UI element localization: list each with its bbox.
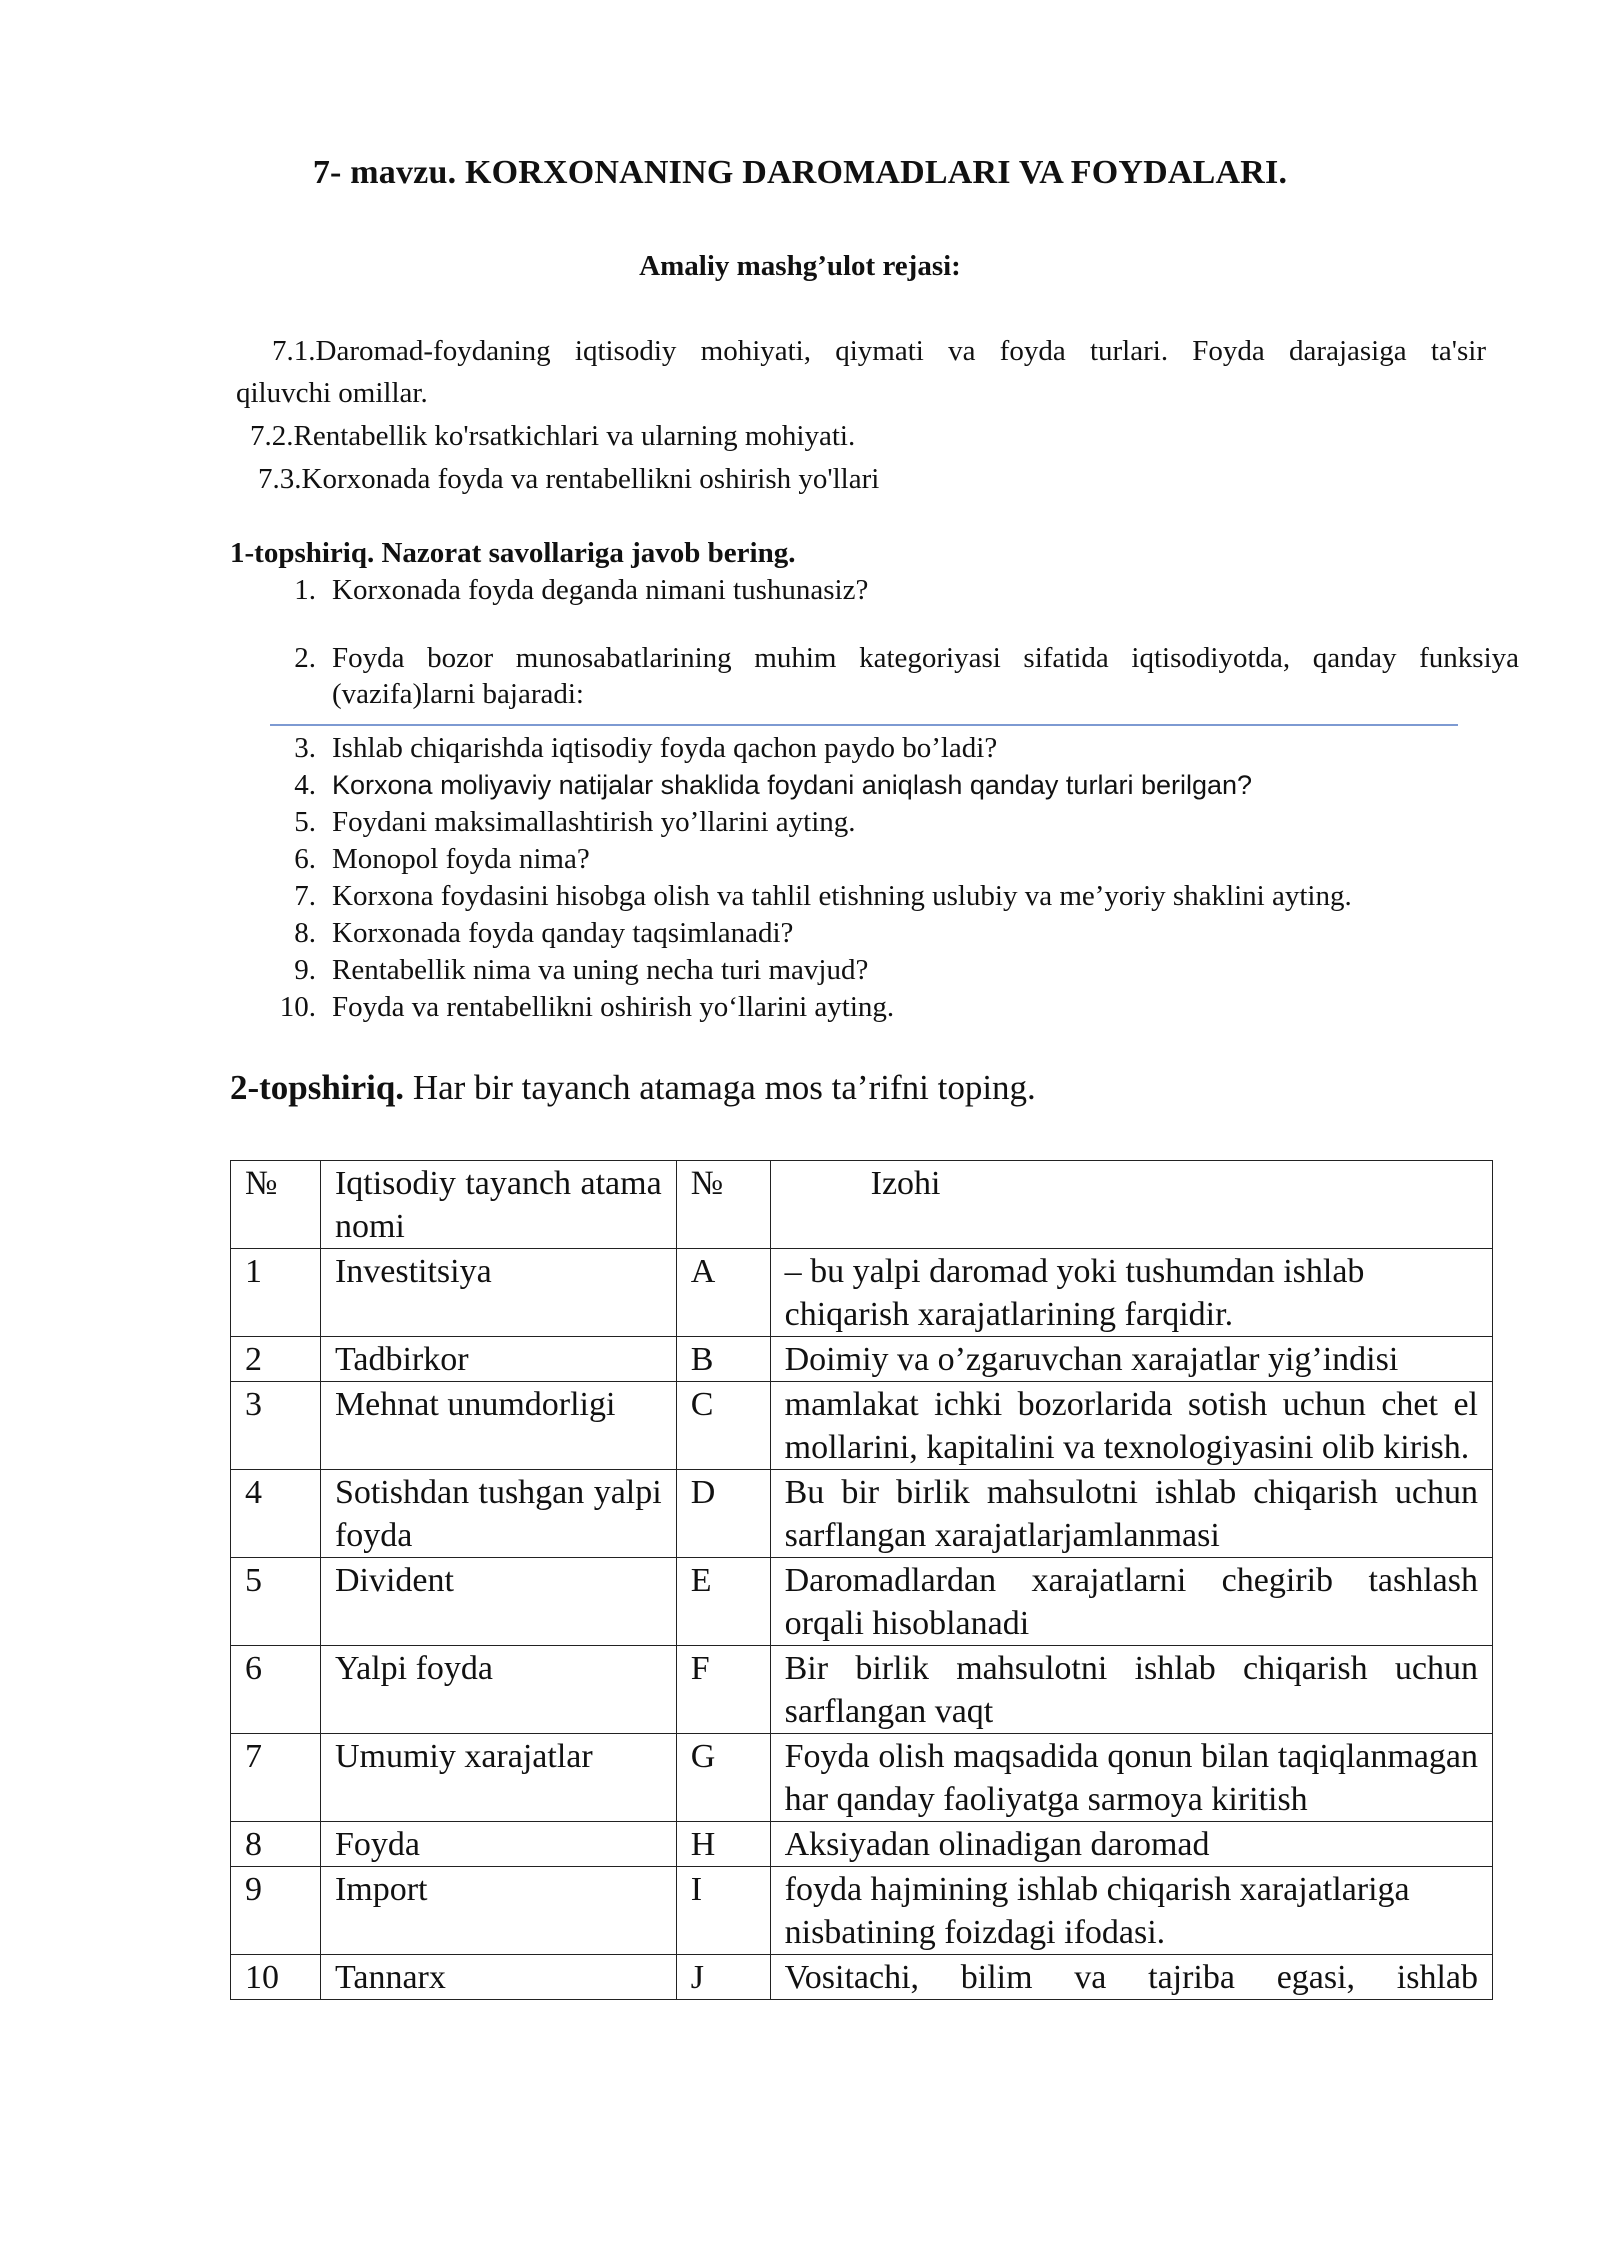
plan-item-2: 7.2.Rentabellik ko'rsatkichlari va ularning mohiyati. [250,420,856,452]
table-row [231,1337,1493,1382]
row-definition: Aksiyadan olinadigan daromad [770,1822,1492,1867]
table-row [231,1822,1493,1867]
question-3 [258,730,997,766]
row-term: Investitsiya [320,1249,676,1337]
row-letter: A [676,1249,770,1337]
table-row [231,1867,1493,1955]
row-number: 8 [231,1822,321,1867]
header-number: № [231,1161,321,1249]
row-number: 9 [231,1867,321,1955]
row-number: 1 [231,1249,321,1337]
task2-heading-bold: 2-topshiriq. [230,1068,405,1107]
question-text: Ishlab chiqarishda iqtisodiy foyda qachon paydo bo’ladi? [332,732,998,764]
header-definition: Izohi [770,1161,1492,1249]
row-definition: Doimiy va o’zgaruvchan xarajatlar yig’indisi [770,1337,1492,1382]
question-1 [258,572,868,608]
row-letter: G [676,1734,770,1822]
row-definition: Daromadlardan xarajatlarni chegirib tashlash orqali hisoblanadi [770,1558,1492,1646]
table-row [231,1382,1493,1470]
row-letter: F [676,1646,770,1734]
row-definition: mamlakat ichki bozorlarida sotish uchun chet el mollarini, kapitalini va texnologiyasini olib kirish. [770,1382,1492,1470]
table-row [231,1558,1493,1646]
question-number: 3. [294,732,316,764]
row-definition: Bir birlik mahsulotni ishlab chiqarish uchun sarflangan vaqt [770,1646,1492,1734]
row-letter: H [676,1822,770,1867]
row-letter: C [676,1382,770,1470]
question-10 [258,989,894,1025]
question-4 [258,767,1252,803]
row-term: Tadbirkor [320,1337,676,1382]
row-number: 10 [231,1955,321,2000]
header-term: Iqtisodiy tayanch atama nomi [320,1161,676,1249]
question-7 [258,878,1352,914]
question-number: 8. [294,917,316,949]
question-text: Korxona moliyaviy natijalar shaklida foydani aniqlash qanday turlari berilgan? [332,770,1253,800]
row-definition: Bu bir birlik mahsulotni ishlab chiqarish uchun sarflangan xarajatlarjamlanmasi [770,1470,1492,1558]
question-number: 5. [294,806,316,838]
row-term: Divident [320,1558,676,1646]
page-title: 7- mavzu. KORXONANING DAROMADLARI VA FOYDALARI. [312,154,1288,191]
row-letter: B [676,1337,770,1382]
table-row [231,1470,1493,1558]
row-number: 3 [231,1382,321,1470]
question-number: 4. [294,769,316,801]
plan-item-3: 7.3.Korxonada foyda va rentabellikni oshirish yo'llari [258,463,880,495]
separator-line [270,724,1458,726]
task2-heading [230,1068,1036,1108]
row-letter: E [676,1558,770,1646]
row-definition: Foyda olish maqsadida qonun bilan taqiqlanmagan har qanday faoliyatga sarmoya kiritish [770,1734,1492,1822]
row-term: Foyda [320,1822,676,1867]
question-6 [258,841,590,877]
question-number: 7. [294,880,316,912]
plan-item-1: 7.1.Daromad-foydaning iqtisodiy mohiyati, qiymati va foyda turlari. Foyda darajasiga ta'sir [272,335,1486,367]
terms-table [230,1160,1493,2000]
question-8 [258,915,793,951]
question-text: Korxonada foyda deganda nimani tushunasiz? [332,574,869,606]
row-letter: J [676,1955,770,2000]
row-letter: D [676,1470,770,1558]
row-letter: I [676,1867,770,1955]
row-number: 5 [231,1558,321,1646]
task1-heading: 1-topshiriq. Nazorat savollariga javob bering. [230,537,796,569]
table-row [231,1734,1493,1822]
question-text: Korxonada foyda qanday taqsimlanadi? [332,917,794,949]
question-9 [258,952,868,988]
question-number: 9. [294,954,316,986]
row-definition: – bu yalpi daromad yoki tushumdan ishlab chiqarish xarajatlarining farqidir. [770,1249,1492,1337]
question-2 [258,640,1519,712]
table-row [231,1646,1493,1734]
question-text: Rentabellik nima va uning necha turi mavjud? [332,954,869,986]
question-number: 2. [294,642,316,674]
question-text: Korxona foydasini hisobga olish va tahlil etishning uslubiy va me’yoriy shaklini ayting. [332,880,1352,912]
row-definition: Vositachi, bilim va tajriba egasi, ishlab [770,1955,1492,2000]
row-term: Yalpi foyda [320,1646,676,1734]
question-number: 10. [279,991,316,1023]
question-text: Foydani maksimallashtirish yo’llarini ayting. [332,806,856,838]
table-row [231,1955,1493,2000]
row-number: 2 [231,1337,321,1382]
plan-item-1-continued: qiluvchi omillar. [236,377,428,409]
row-term: Mehnat unumdorligi [320,1382,676,1470]
question-text: Foyda va rentabellikni oshirish yo‘llarini ayting. [332,991,895,1023]
header-letter: № [676,1161,770,1249]
row-definition: foyda hajmining ishlab chiqarish xarajatlariga nisbatining foizdagi ifodasi. [770,1867,1492,1955]
question-number: 6. [294,843,316,875]
row-term: Sotishdan tushgan yalpi foyda [320,1470,676,1558]
plan-subtitle: Amaliy mashg’ulot rejasi: [639,250,961,282]
question-text: Monopol foyda nima? [332,843,590,875]
table-header-row [231,1161,1493,1249]
table-row [231,1249,1493,1337]
row-number: 7 [231,1734,321,1822]
row-number: 6 [231,1646,321,1734]
row-term: Import [320,1867,676,1955]
row-term: Tannarx [320,1955,676,2000]
question-5 [258,804,856,840]
task2-heading-text: Har bir tayanch atamaga mos ta’rifni toping. [404,1068,1036,1107]
question-text: Foyda bozor munosabatlarining muhim kategoriyasi sifatida iqtisodiyotda, qanday funksiya (vazifa)larni bajaradi: [332,642,1519,710]
question-number: 1. [294,574,316,606]
row-number: 4 [231,1470,321,1558]
row-term: Umumiy xarajatlar [320,1734,676,1822]
